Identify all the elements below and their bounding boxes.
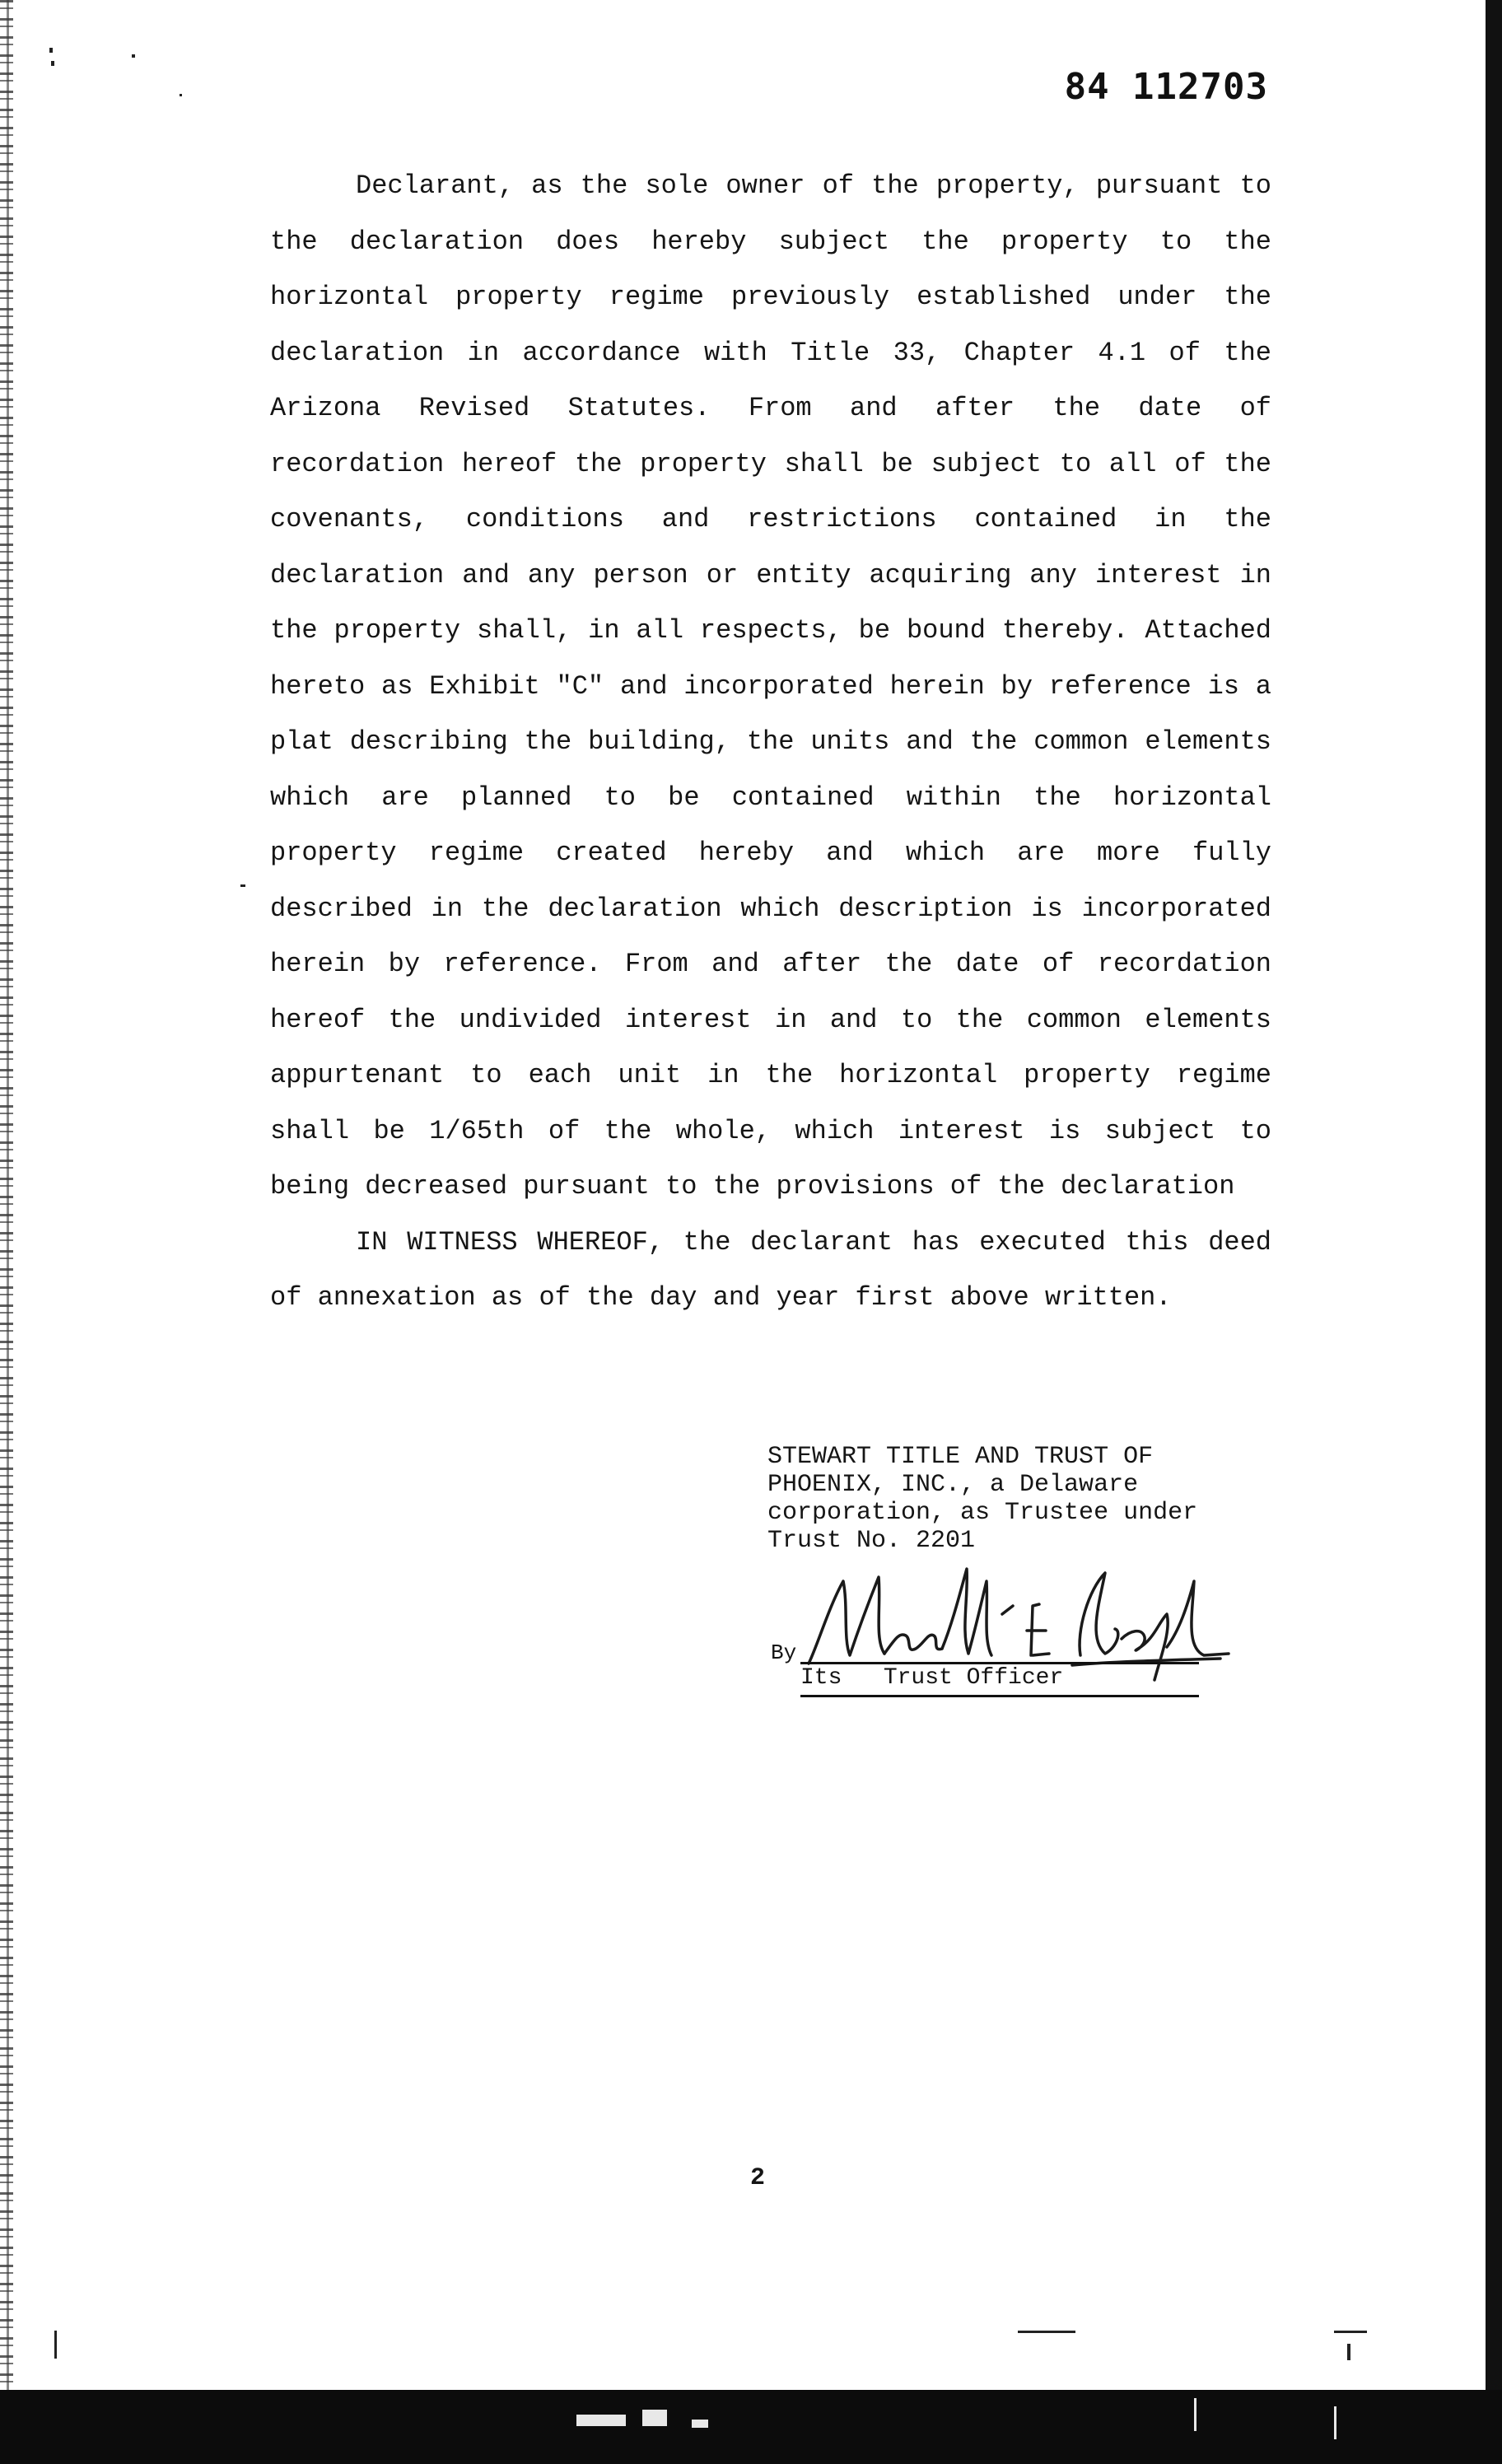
page-number: 2 <box>749 2164 765 2192</box>
signature-line-4: Trust No. 2201 <box>767 1527 976 1555</box>
scan-speck <box>240 884 245 887</box>
scan-speck <box>1018 2331 1075 2333</box>
document-body <box>270 158 1271 1326</box>
officer-rule <box>800 1695 1199 1697</box>
scan-speck <box>54 2331 57 2359</box>
signature-rule <box>800 1662 1199 1664</box>
signature-line-2: PHOENIX, INC., a Delaware <box>767 1471 1139 1499</box>
signature-line-1: STEWART TITLE AND TRUST OF <box>767 1443 1154 1471</box>
by-label: By <box>771 1640 797 1665</box>
scan-binding-line <box>7 0 9 2464</box>
signature-line-3: corporation, as Trustee under <box>767 1499 1198 1527</box>
scan-speck <box>180 94 182 96</box>
signature-area <box>767 1556 1262 1705</box>
signature-block <box>767 1443 1278 1555</box>
scan-speck <box>1334 2331 1367 2333</box>
officer-title: Its Trust Officer <box>800 1665 1064 1691</box>
scan-speck <box>1347 2344 1350 2360</box>
scan-bottom-strip <box>0 2390 1502 2464</box>
paragraph-in-witness: IN WITNESS WHEREOF, the declarant has executed this deed of annexation as of the day and year first above written. <box>270 1226 1271 1313</box>
scan-right-edge <box>1486 0 1502 2464</box>
scan-speck <box>132 54 135 58</box>
scan-speck <box>51 61 54 66</box>
document-number: 84 112703 <box>1064 66 1268 108</box>
paragraph-declaration: Declarant, as the sole owner of the property, pursuant to the declaration does hereby subject the property to the horizontal property regime previously established under the declaration in accordance with Title 33, Chapter 4.1 of the Arizona Revised Statutes. From and after the date of recordation hereof the property shall be subject to all of the covenants, conditions and restrictions contained in the declaration and any person or entity acquiring any interest in the property shall, in all respects, be bound thereby. Attached hereto as Exhibit "C" and incorporated herein by reference is a plat describing the building, the units and the common elements which are planned to be contained within the horizontal property regime created hereby and which are more fully described in the declaration which description is incorporated herein by reference. From and after the date of recordation hereof the undivided interest in and to the common elements appurtenant to each unit in the horizontal property regime shall be 1/65th of the whole, which interest is subject to being decreased pursuant to the provisions of the declaration <box>270 170 1271 1202</box>
scan-speck <box>49 48 53 53</box>
